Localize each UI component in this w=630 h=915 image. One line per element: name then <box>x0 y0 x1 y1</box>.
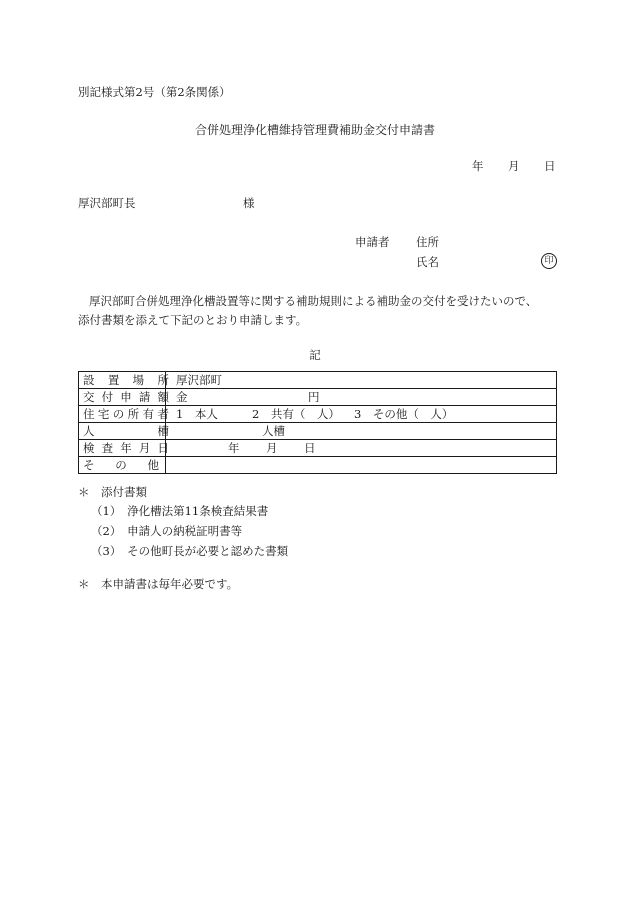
capacity-unit: 人槽 <box>262 424 285 438</box>
inspection-year: 年 <box>228 441 240 455</box>
inspection-day: 日 <box>304 441 316 455</box>
inspection-date-value[interactable] <box>166 440 557 457</box>
request-statement-line-2: 添付書類を添えて下記のとおり申請します。 <box>78 313 308 327</box>
owner-option-shared[interactable]: 2 共有（ 人） <box>252 407 340 421</box>
address-label: 住所 <box>416 235 439 249</box>
owner-options[interactable] <box>166 406 557 423</box>
honorific-sama: 様 <box>243 196 255 210</box>
table-row <box>79 457 557 474</box>
annual-note: ＊ 本申請書は毎年必要です。 <box>78 577 239 591</box>
capacity-value[interactable] <box>166 423 557 440</box>
row-label-capacity: 人 槽 <box>79 423 166 440</box>
name-label: 氏名 <box>416 255 439 269</box>
table-row <box>79 389 557 406</box>
table-row <box>79 372 557 389</box>
amount-yen: 円 <box>308 390 320 404</box>
amount-value[interactable] <box>166 389 557 406</box>
date-year-label: 年 <box>472 159 484 173</box>
request-statement <box>78 292 568 330</box>
row-label-location: 設 置 場 所 <box>79 372 166 389</box>
amount-kin: 金 <box>176 390 188 404</box>
owner-option-self[interactable]: 1 本人 <box>176 407 218 421</box>
row-label-other: そ の 他 <box>79 457 166 474</box>
attachments-heading: ＊ 添付書類 <box>78 485 147 499</box>
attachment-item: （3） その他町長が必要と認めた書類 <box>91 544 289 558</box>
row-label-inspection-date: 検 査 年 月 日 <box>79 440 166 457</box>
attachment-item: （2） 申請人の納税証明書等 <box>91 524 243 538</box>
ki-heading: 記 <box>309 348 321 362</box>
table-row <box>79 406 557 423</box>
application-table <box>78 371 557 474</box>
table-row <box>79 423 557 440</box>
other-value[interactable] <box>166 457 557 474</box>
date-month-label: 月 <box>508 159 520 173</box>
form-number: 別記様式第2号（第2条関係） <box>78 85 231 99</box>
location-value[interactable]: 厚沢部町 <box>166 372 557 389</box>
attachment-item: （1） 浄化槽法第11条検査結果書 <box>91 504 269 518</box>
row-label-amount: 交 付 申 請 額 <box>79 389 166 406</box>
applicant-label: 申請者 <box>355 235 390 249</box>
document-title: 合併処理浄化槽維持管理費補助金交付申請書 <box>194 123 435 137</box>
addressee: 厚沢部町長 <box>78 196 136 210</box>
request-statement-line-1: 厚沢部町合併処理浄化槽設置等に関する補助規則による補助金の交付を受けたいので、 <box>89 294 538 308</box>
date-day-label: 日 <box>544 159 556 173</box>
table-row <box>79 440 557 457</box>
date-line <box>472 160 556 174</box>
seal-mark-icon: 印 <box>541 253 557 269</box>
owner-option-other[interactable]: 3 その他（ 人） <box>354 407 454 421</box>
row-label-owner: 住 宅 の 所 有 者 <box>79 406 166 423</box>
inspection-month: 月 <box>266 441 278 455</box>
